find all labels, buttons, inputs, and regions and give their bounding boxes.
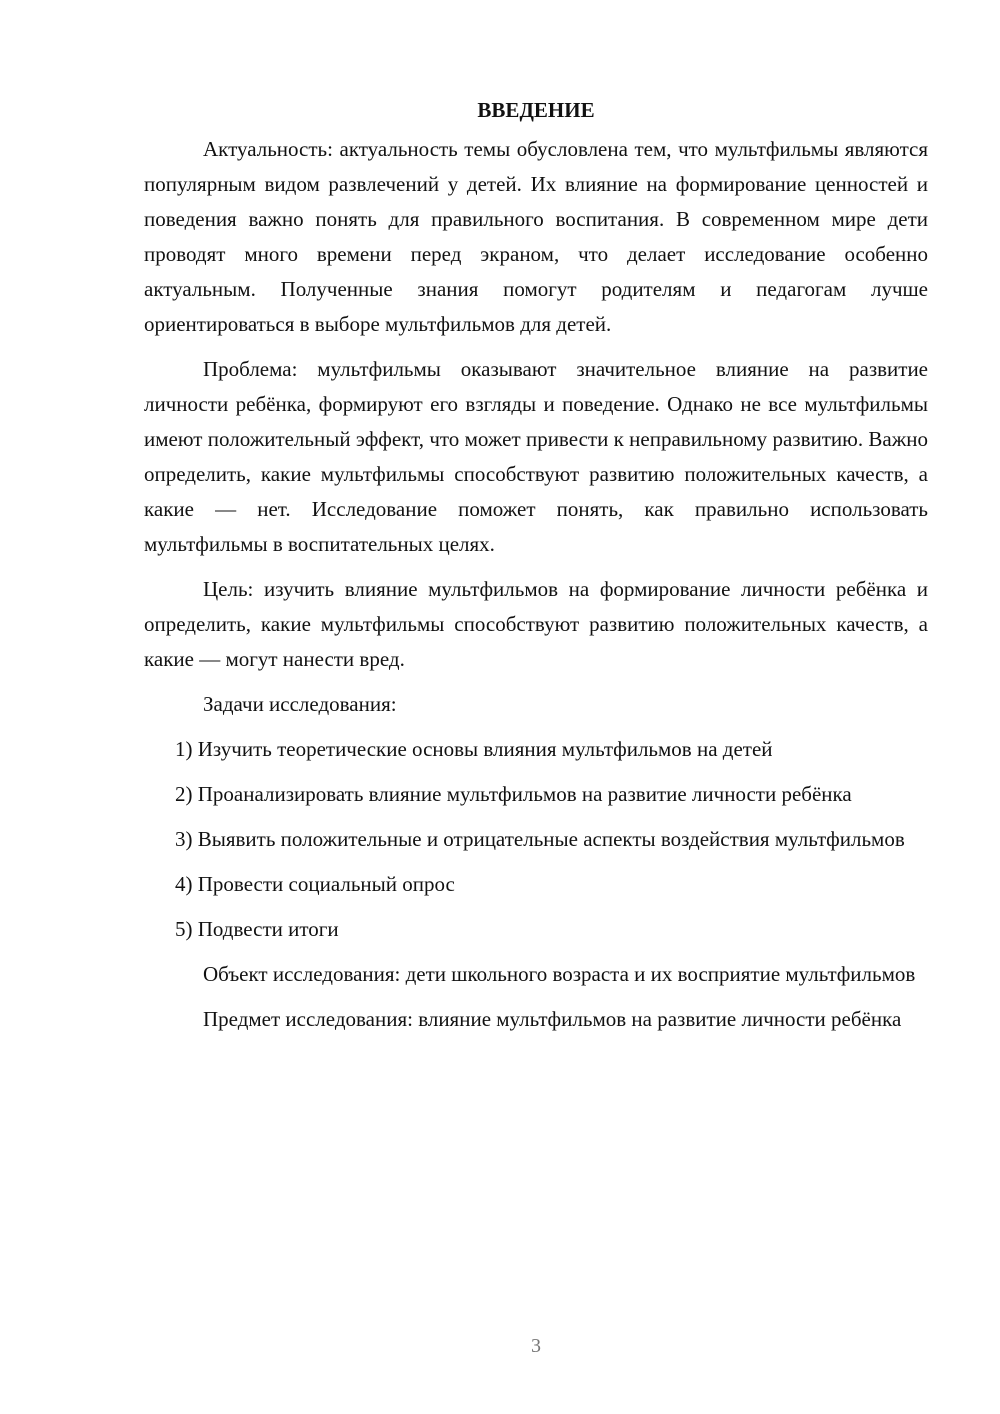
page-content [144, 92, 928, 1047]
task-item-1: 1) Изучить теоретические основы влияния мультфильмов на детей [175, 737, 773, 761]
task-item-4: 4) Провести социальный опрос [175, 872, 455, 896]
paragraph-tasks-heading: Задачи исследования: [203, 692, 397, 716]
page-number: 3 [531, 1335, 541, 1357]
paragraph-object: Объект исследования: дети школьного возраста и их восприятие мультфильмов [203, 962, 916, 986]
task-item-3: 3) Выявить положительные и отрицательные аспекты воздействия мультфильмов [175, 827, 905, 851]
paragraph-subject: Предмет исследования: влияние мультфильмов на развитие личности ребёнка [203, 1007, 902, 1031]
paragraph-relevance: Актуальность: актуальность темы обусловлена тем, что мультфильмы являются популярным видом развлечений у детей. Их влияние на формирование ценностей и поведения важно понять для правильного воспитания. В современном мире дети проводят много времени перед экраном, что делает исследование особенно актуальным. Полученные знания помогут родителям и педагогам лучше ориентироваться в выборе мультфильмов для детей. [144, 137, 928, 336]
paragraph-goal: Цель: изучить влияние мультфильмов на формирование личности ребёнка и определить, какие мультфильмы способствуют развитию положительных качеств, а какие — могут нанести вред. [144, 577, 928, 671]
task-item-5: 5) Подвести итоги [175, 917, 339, 941]
paragraph-problem: Проблема: мультфильмы оказывают значительное влияние на развитие личности ребёнка, формируют его взгляды и поведение. Однако не все мультфильмы имеют положительный эффект, что может привести к неправильному развитию. Важно определить, какие мультфильмы способствуют развитию положительных качеств, а какие — нет. Исследование поможет понять, как правильно использовать мультфильмы в воспитательных целях. [144, 357, 928, 556]
page-title: ВВЕДЕНИЕ [477, 98, 595, 122]
task-item-2: 2) Проанализировать влияние мультфильмов на развитие личности ребёнка [175, 782, 852, 806]
